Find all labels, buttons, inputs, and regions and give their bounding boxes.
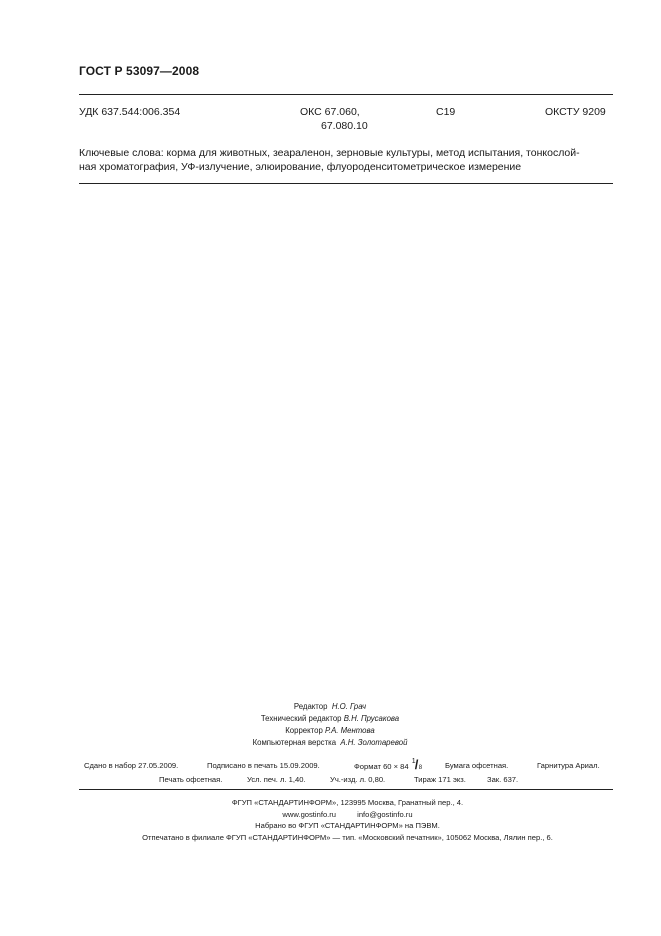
tech-editor-label: Технический редактор (260, 714, 342, 723)
imprint-format (354, 757, 423, 772)
okstu-code: ОКСТУ 9209 (545, 106, 606, 118)
udk-code: УДК 637.544:006.354 (79, 106, 181, 118)
fraction-numerator: 1 (411, 758, 416, 765)
layout-label: Компьютерная верстка (252, 738, 337, 747)
imprint-signed: Подписано в печать 15.09.2009. (207, 761, 320, 770)
imprint-sheets: Усл. печ. л. 1,40. (247, 775, 306, 784)
format-fraction (411, 757, 423, 772)
imprint-print: Печать офсетная. (159, 775, 223, 784)
imprint-divider (79, 789, 613, 790)
keywords-line1: Ключевые слова: корма для животных, зеараленон, зерновые культуры, метод испытания, тонкослой- (79, 147, 580, 159)
imprint-order: Зак. 637. (487, 775, 519, 784)
publisher-contacts (60, 809, 635, 821)
printed-note: Отпечатано в филиале ФГУП «СТАНДАРТИНФОРМ» — тип. «Московский печатник», 105062 Москва, Лялин пер., 6. (142, 832, 553, 842)
top-divider (79, 94, 613, 95)
corrector-line (150, 725, 510, 737)
publisher-email[interactable]: info@gostinfo.ru (357, 809, 413, 819)
format-text: Формат 60 × 84 (354, 762, 409, 771)
layout-line (150, 737, 510, 749)
fraction-slash: / (414, 757, 419, 772)
imprint-run: Тираж 171 экз. (414, 775, 466, 784)
tech-editor-name: В.Н. Прусакова (343, 714, 400, 723)
corrector-name: Р.А. Ментова (324, 726, 375, 735)
publisher-website[interactable]: www.gostinfo.ru (282, 809, 337, 819)
fraction-denominator: 8 (418, 765, 423, 771)
group-code: С19 (436, 106, 456, 118)
editor-label: Редактор (293, 702, 328, 711)
keywords-divider (79, 183, 613, 184)
publisher-block (60, 797, 635, 843)
oks-code-line1: ОКС 67.060, (300, 106, 360, 118)
tech-editor-line (150, 713, 510, 725)
staff-block (150, 701, 510, 749)
imprint-pub-sheets: Уч.-изд. л. 0,80. (330, 775, 386, 784)
keywords-line2: ная хроматография, УФ-излучение, элюирование, флуороденситометрическое измерение (79, 161, 522, 173)
editor-name: Н.О. Грач (331, 702, 367, 711)
layout-name: А.Н. Золотаревой (340, 738, 408, 747)
corrector-label: Корректор (285, 726, 323, 735)
imprint-font: Гарнитура Ариал. (537, 761, 600, 770)
keywords-block (79, 146, 613, 174)
typeset-note: Набрано во ФГУП «СТАНДАРТИНФОРМ» на ПЭВМ. (255, 821, 440, 830)
publisher-address: ФГУП «СТАНДАРТИНФОРМ», 123995 Москва, Гранатный пер., 4. (231, 798, 464, 807)
standard-number: ГОСТ Р 53097—2008 (79, 64, 200, 78)
editor-line (150, 701, 510, 713)
imprint-sent: Сдано в набор 27.05.2009. (84, 761, 179, 770)
imprint-paper: Бумага офсетная. (445, 761, 509, 770)
oks-code-line2: 67.080.10 (321, 120, 368, 132)
